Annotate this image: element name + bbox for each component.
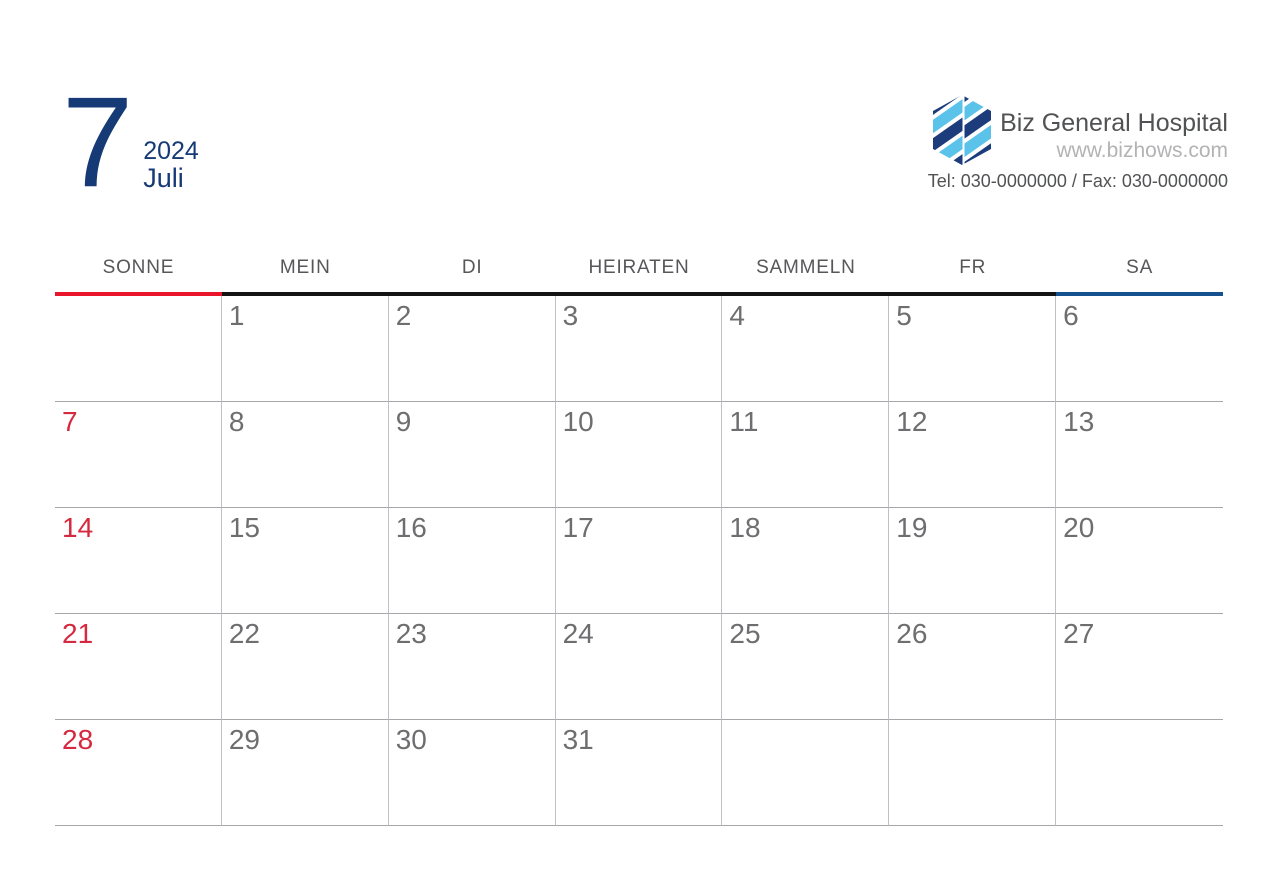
date-cell: 17 bbox=[556, 508, 723, 614]
date-cell: 15 bbox=[222, 508, 389, 614]
weekday-label-thursday: SAMMELN bbox=[756, 257, 856, 278]
date-cell: 9 bbox=[389, 402, 556, 508]
date-cell: 23 bbox=[389, 614, 556, 720]
weekday-label-friday: FR bbox=[959, 257, 987, 278]
weekday-label-wednesday: HEIRATEN bbox=[588, 257, 690, 278]
date-cell: 18 bbox=[722, 508, 889, 614]
date-cell: 30 bbox=[389, 720, 556, 826]
date-cell: 19 bbox=[889, 508, 1056, 614]
brand-texts bbox=[1000, 94, 1228, 164]
date-cell: 25 bbox=[722, 614, 889, 720]
date-cell: 27 bbox=[1056, 614, 1223, 720]
weekday-label-saturday: SA bbox=[1126, 257, 1154, 278]
weekday-label-sunday: SONNE bbox=[102, 257, 175, 278]
date-cell bbox=[1056, 720, 1223, 826]
month-number: 7 bbox=[62, 71, 132, 214]
date-cell: 22 bbox=[222, 614, 389, 720]
weekday-label-tuesday: DI bbox=[461, 257, 483, 278]
date-cell: 3 bbox=[556, 296, 723, 402]
year-label: 2024 bbox=[143, 136, 199, 165]
date-cell: 8 bbox=[222, 402, 389, 508]
date-cell: 12 bbox=[889, 402, 1056, 508]
brand-contact: Tel: 030-0000000 / Fax: 030-0000000 bbox=[927, 171, 1228, 191]
date-cell: 7 bbox=[55, 402, 222, 508]
date-cell: 16 bbox=[389, 508, 556, 614]
weekday-header-row bbox=[55, 244, 1223, 292]
weekday-label-monday: MEIN bbox=[279, 257, 331, 278]
date-cell: 24 bbox=[556, 614, 723, 720]
date-cell: 28 bbox=[55, 720, 222, 826]
date-cell: 4 bbox=[722, 296, 889, 402]
date-cell: 13 bbox=[1056, 402, 1223, 508]
month-name-label: Juli bbox=[143, 163, 184, 194]
brand-block bbox=[928, 94, 1228, 192]
date-cell: 5 bbox=[889, 296, 1056, 402]
date-cell bbox=[55, 296, 222, 402]
date-cell bbox=[889, 720, 1056, 826]
date-cell: 1 bbox=[222, 296, 389, 402]
brand-website: www.bizhows.com bbox=[1056, 139, 1228, 162]
date-cell: 20 bbox=[1056, 508, 1223, 614]
month-title-block bbox=[62, 71, 199, 214]
date-cell: 21 bbox=[55, 614, 222, 720]
date-cell: 2 bbox=[389, 296, 556, 402]
hospital-logo-icon bbox=[930, 94, 994, 166]
date-cell: 29 bbox=[222, 720, 389, 826]
date-cell: 11 bbox=[722, 402, 889, 508]
date-cell: 10 bbox=[556, 402, 723, 508]
date-cell: 14 bbox=[55, 508, 222, 614]
brand-top-row bbox=[928, 94, 1228, 166]
calendar bbox=[55, 244, 1223, 826]
date-cell: 26 bbox=[889, 614, 1056, 720]
calendar-grid bbox=[55, 296, 1223, 826]
month-subtitle bbox=[143, 138, 199, 195]
date-cell: 31 bbox=[556, 720, 723, 826]
date-cell bbox=[722, 720, 889, 826]
brand-name: Biz General Hospital bbox=[1000, 109, 1228, 137]
date-cell: 6 bbox=[1056, 296, 1223, 402]
